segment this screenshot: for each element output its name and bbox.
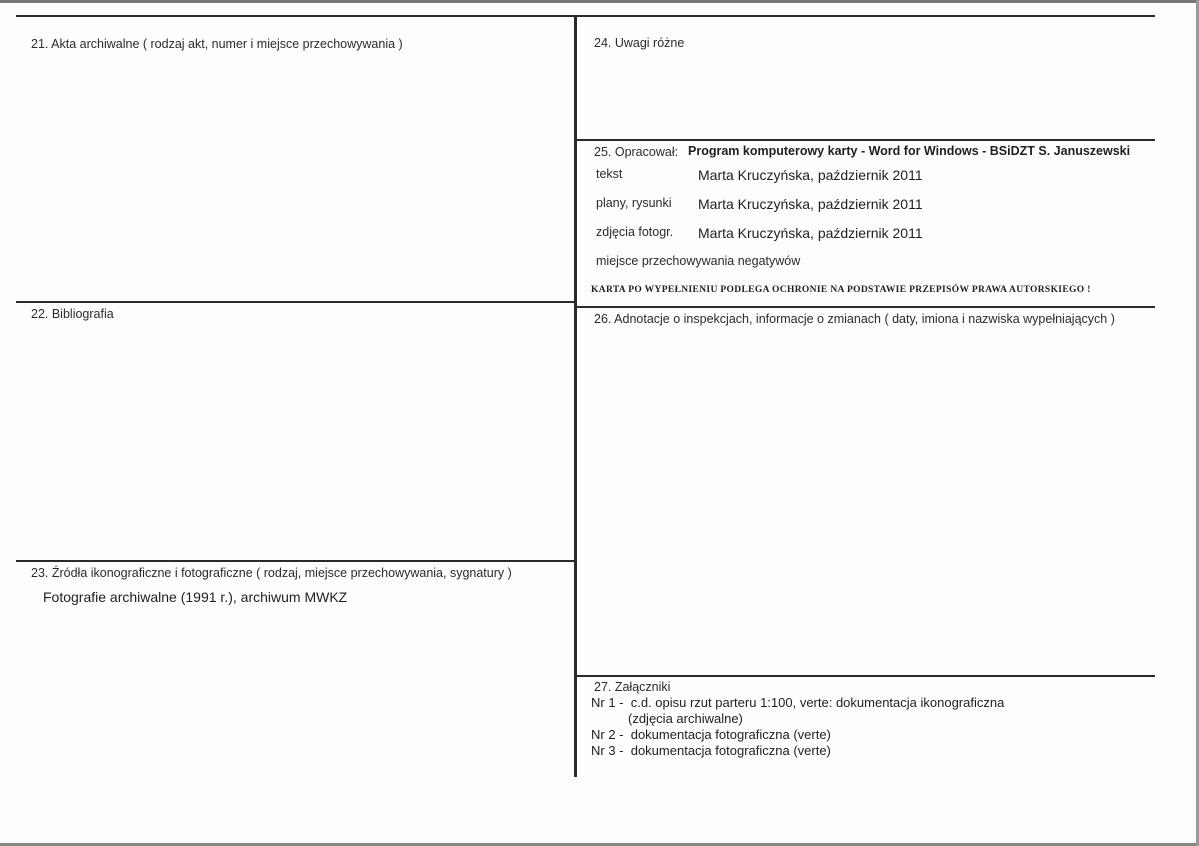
attachment-item-1: Nr 1 - c.d. opisu rzut parteru 1:100, verte: dokumentacja ikonograficzna (591, 695, 1005, 710)
credit-value-text: Marta Kruczyńska, październik 2011 (698, 167, 923, 183)
attachment-item-1-continued: (zdjęcia archiwalne) (628, 711, 743, 726)
section-22-label: 22. Bibliografia (31, 307, 114, 321)
section-25-label: 25. Opracował: (594, 145, 679, 159)
page-top-edge (0, 0, 1199, 3)
negatives-label: miejsce przechowywania negatywów (596, 254, 801, 268)
divider-24-25 (577, 139, 1155, 141)
section-26-label: 26. Adnotacje o inspekcjach, informacje o zmianach ( daty, imiona i nazwiska wypełniających ) (594, 312, 1115, 326)
credit-value-plans: Marta Kruczyńska, październik 2011 (698, 196, 923, 212)
attachment-item-2: Nr 2 - dokumentacja fotograficzna (verte) (591, 727, 831, 742)
credit-value-photos: Marta Kruczyńska, październik 2011 (698, 225, 923, 241)
section-27-label: 27. Załączniki (594, 680, 671, 694)
credit-key-photos: zdjęcia fotogr. (596, 225, 674, 239)
top-rule (16, 15, 1155, 17)
divider-21-22 (16, 301, 574, 303)
divider-25-26 (577, 306, 1155, 308)
section-23-content: Fotografie archiwalne (1991 r.), archiwum MWKZ (43, 589, 348, 605)
divider-26-27 (577, 675, 1155, 677)
center-divider (574, 15, 577, 777)
section-23-label: 23. Źródła ikonograficzne i fotograficzne ( rodzaj, miejsce przechowywania, sygnatury ) (31, 566, 512, 580)
section-21-label: 21. Akta archiwalne ( rodzaj akt, numer i miejsce przechowywania ) (31, 37, 403, 51)
attachment-item-3: Nr 3 - dokumentacja fotograficzna (verte) (591, 743, 831, 758)
section-24-label: 24. Uwagi różne (594, 36, 685, 50)
credit-key-plans: plany, rysunki (596, 196, 672, 210)
credit-key-text: tekst (596, 167, 623, 181)
section-25-program: Program komputerowy karty - Word for Windows - BSiDZT S. Januszewski (688, 144, 1131, 158)
copyright-notice: KARTA PO WYPEŁNIENIU PODLEGA OCHRONIE NA PODSTAWIE PRZEPISÓW PRAWA AUTORSKIEGO ! (591, 285, 1091, 295)
divider-22-23 (16, 560, 574, 562)
